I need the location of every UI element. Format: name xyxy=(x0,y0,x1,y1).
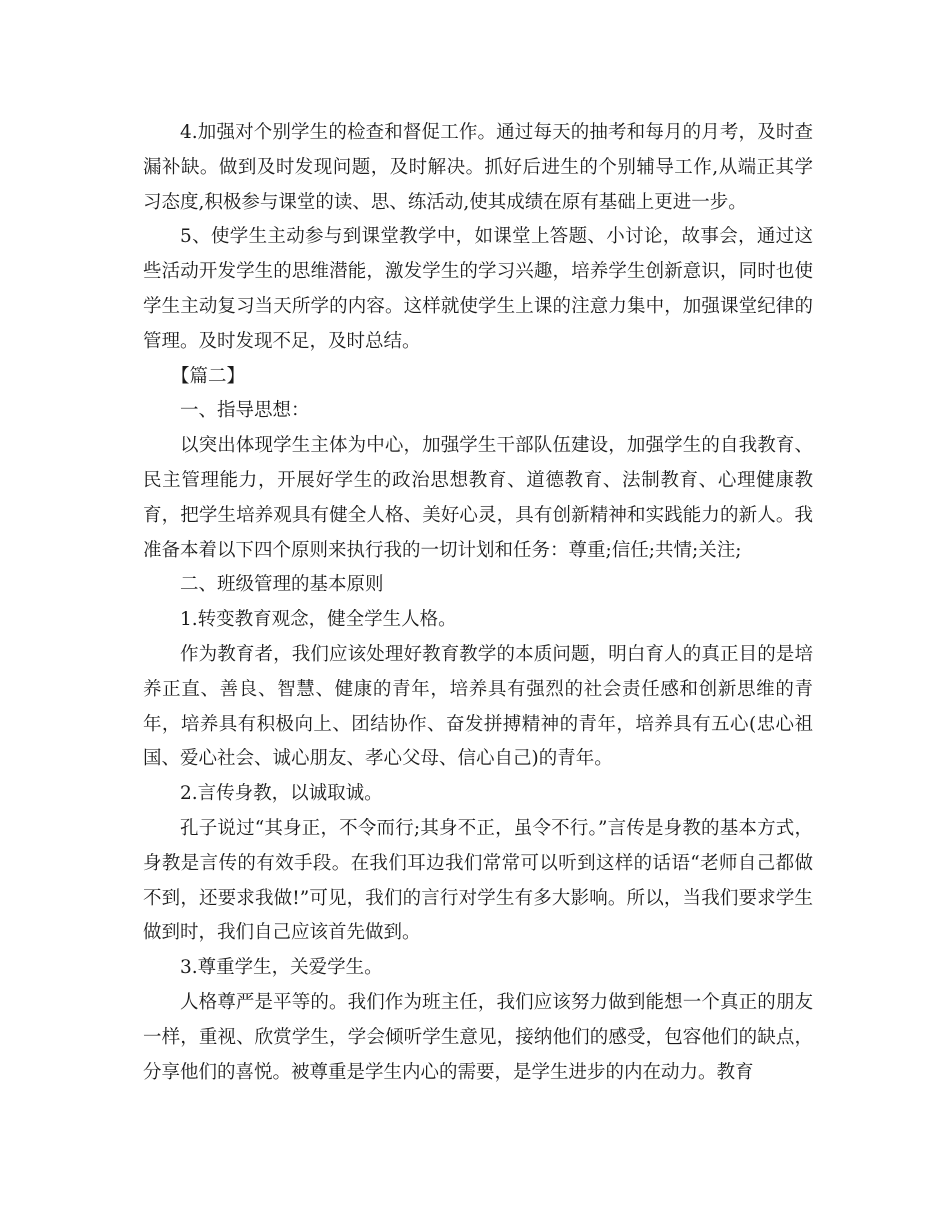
paragraph-item-5: 5、使学生主动参与到课堂教学中，如课堂上答题、小讨论，故事会，通过这些活动开发学生的思维潜能，激发学生的学习兴趣，培养学生创新意识，同时也使学生主动复习当天所学的内容。这样就使学生上课的注意力集中，加强课堂纪律的管理。及时发现不足，及时总结。 xyxy=(143,226,813,352)
paragraph-item-4: 4.加强对个别学生的检查和督促工作。通过每天的抽考和每月的月考，及时查漏补缺。做到及时发现问题，及时解决。抓好后进生的个别辅导工作,从端正其学习态度,积极参与课堂的读、思、练活动,使其成绩在原有基础上更进一步。 xyxy=(143,122,813,213)
paragraph-guiding-ideology: 以突出体现学生主体为中心，加强学生干部队伍建设，加强学生的自我教育、民主管理能力，开展好学生的政治思想教育、道德教育、法制教育、心理健康教育，把学生培养观具有健全人格、美好心灵，具有创新精神和实践能力的新人。我准备本着以下四个原则来执行我的一切计划和任务：尊重;信任;共情;关注; xyxy=(143,435,813,561)
paragraph-principle-3: 人格尊严是平等的。我们作为班主任，我们应该努力做到能想一个真正的朋友一样，重视、欣赏学生，学会倾听学生意见，接纳他们的感受，包容他们的缺点，分享他们的喜悦。被尊重是学生内心的需要，是学生进步的内在动力。教育 xyxy=(143,991,813,1083)
heading-guiding-ideology: 一、指导思想： xyxy=(180,400,310,422)
heading-principle-3: 3.尊重学生，关爱学生。 xyxy=(180,957,383,979)
paragraph-principle-1: 作为教育者，我们应该处理好教育教学的本质问题，明白育人的真正目的是培养正直、善良、智慧、健康的青年，培养具有强烈的社会责任感和创新思维的青年，培养具有积极向上、团结协作、奋发拼搏精神的青年，培养具有五心(忠心祖国、爱心社会、诚心朋友、孝心父母、信心自己)的青年。 xyxy=(143,643,813,770)
heading-basic-principles: 二、班级管理的基本原则 xyxy=(180,574,384,596)
heading-principle-1: 1.转变教育观念，健全学生人格。 xyxy=(180,609,457,631)
heading-principle-2: 2.言传身教，以诚取诚。 xyxy=(180,783,383,805)
section-title: 【篇二】 xyxy=(171,365,246,387)
paragraph-principle-2: 孔子说过“其身正，不令而行;其身不正，虽令不行。”言传是身教的基本方式，身教是言传的有效手段。在我们耳边我们常常可以听到这样的话语“老师自己都做不到，还要求我做!”可见，我们的言行对学生有多大影响。所以，当我们要求学生做到时，我们自己应该首先做到。 xyxy=(143,817,813,944)
document-body xyxy=(143,116,813,1090)
